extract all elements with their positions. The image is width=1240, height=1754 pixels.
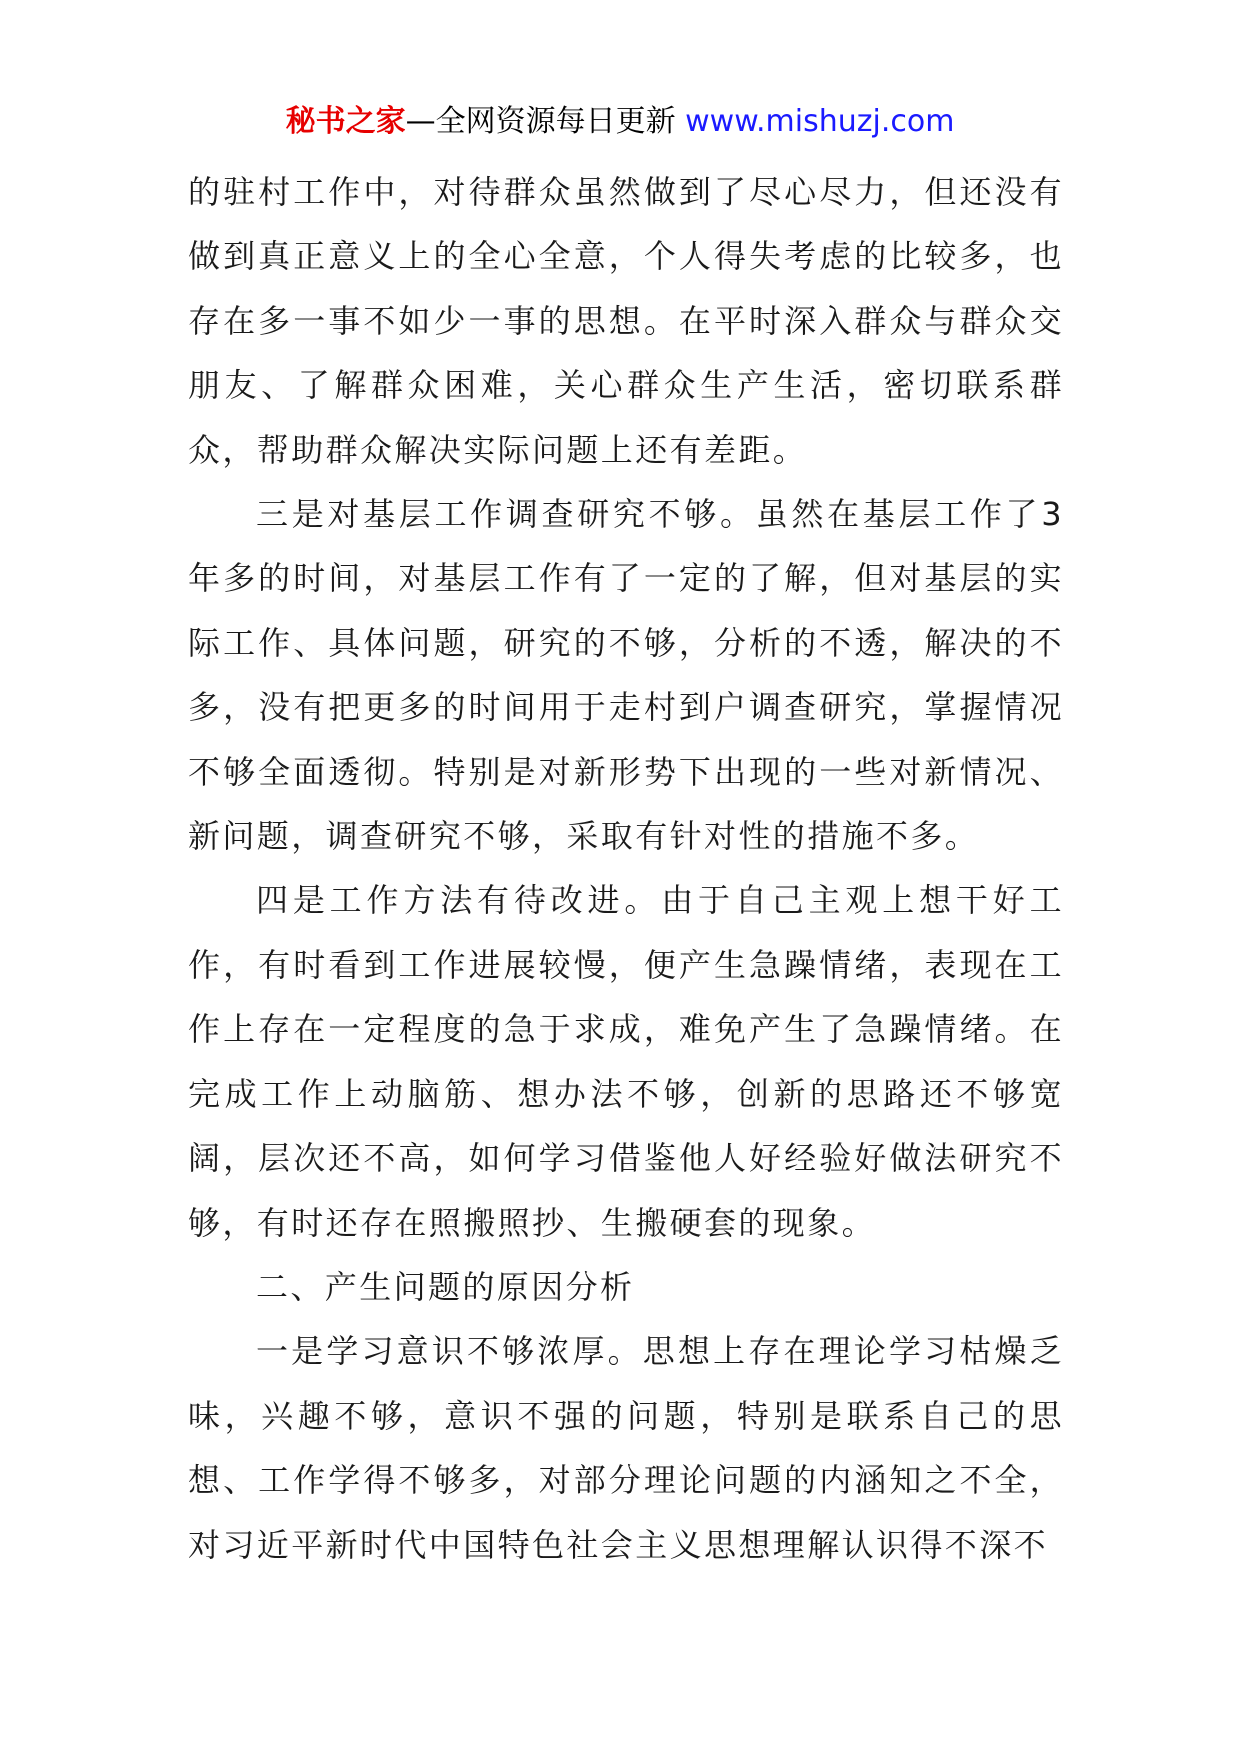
- section-heading: 二、产生问题的原因分析: [256, 1267, 635, 1306]
- document-body: [188, 160, 1064, 1577]
- paragraph-continuation: 的驻村工作中，对待群众虽然做到了尽心尽力，但还没有做到真正意义上的全心全意，个人得失考虑的比较多，也存在多一事不如少一事的思想。在平时深入群众与群众交朋友、了解群众困难，关心群众生产生活，密切联系群众，帮助群众解决实际问题上还有差距。: [188, 173, 1064, 469]
- paragraph-point-four: 四是工作方法有待改进。由于自己主观上想干好工作，有时看到工作进展较慢，便产生急躁情绪，表现在工作上存在一定程度的急于求成，难免产生了急躁情绪。在完成工作上动脑筋、想办法不够，创新的思路还不够宽阔，层次还不高，如何学习借鉴他人好经验好做法研究不够，有时还存在照搬照抄、生搬硬套的现象。: [188, 881, 1064, 1242]
- page-header: [0, 100, 1240, 144]
- paragraph-point-three: 三是对基层工作调查研究不够。虽然在基层工作了3年多的时间，对基层工作有了一定的了解，但对基层的实际工作、具体问题，研究的不够，分析的不透，解决的不多，没有把更多的时间用于走村到户调查研究，掌握情况不够全面透彻。特别是对新形势下出现的一些对新情况、新问题，调查研究不够，采取有针对性的措施不多。: [188, 495, 1064, 856]
- header-brand: 秘书之家: [285, 104, 406, 139]
- header-tagline: —全网资源每日更新: [405, 104, 676, 139]
- header-url-link[interactable]: www.mishuzj.com: [685, 104, 955, 139]
- paragraph-cause-one: 一是学习意识不够浓厚。思想上存在理论学习枯燥乏味，兴趣不够，意识不强的问题，特别是联系自己的思想、工作学得不够多，对部分理论问题的内涵知之不全，对习近平新时代中国特色社会主义思想理解认识得不深不: [188, 1332, 1064, 1564]
